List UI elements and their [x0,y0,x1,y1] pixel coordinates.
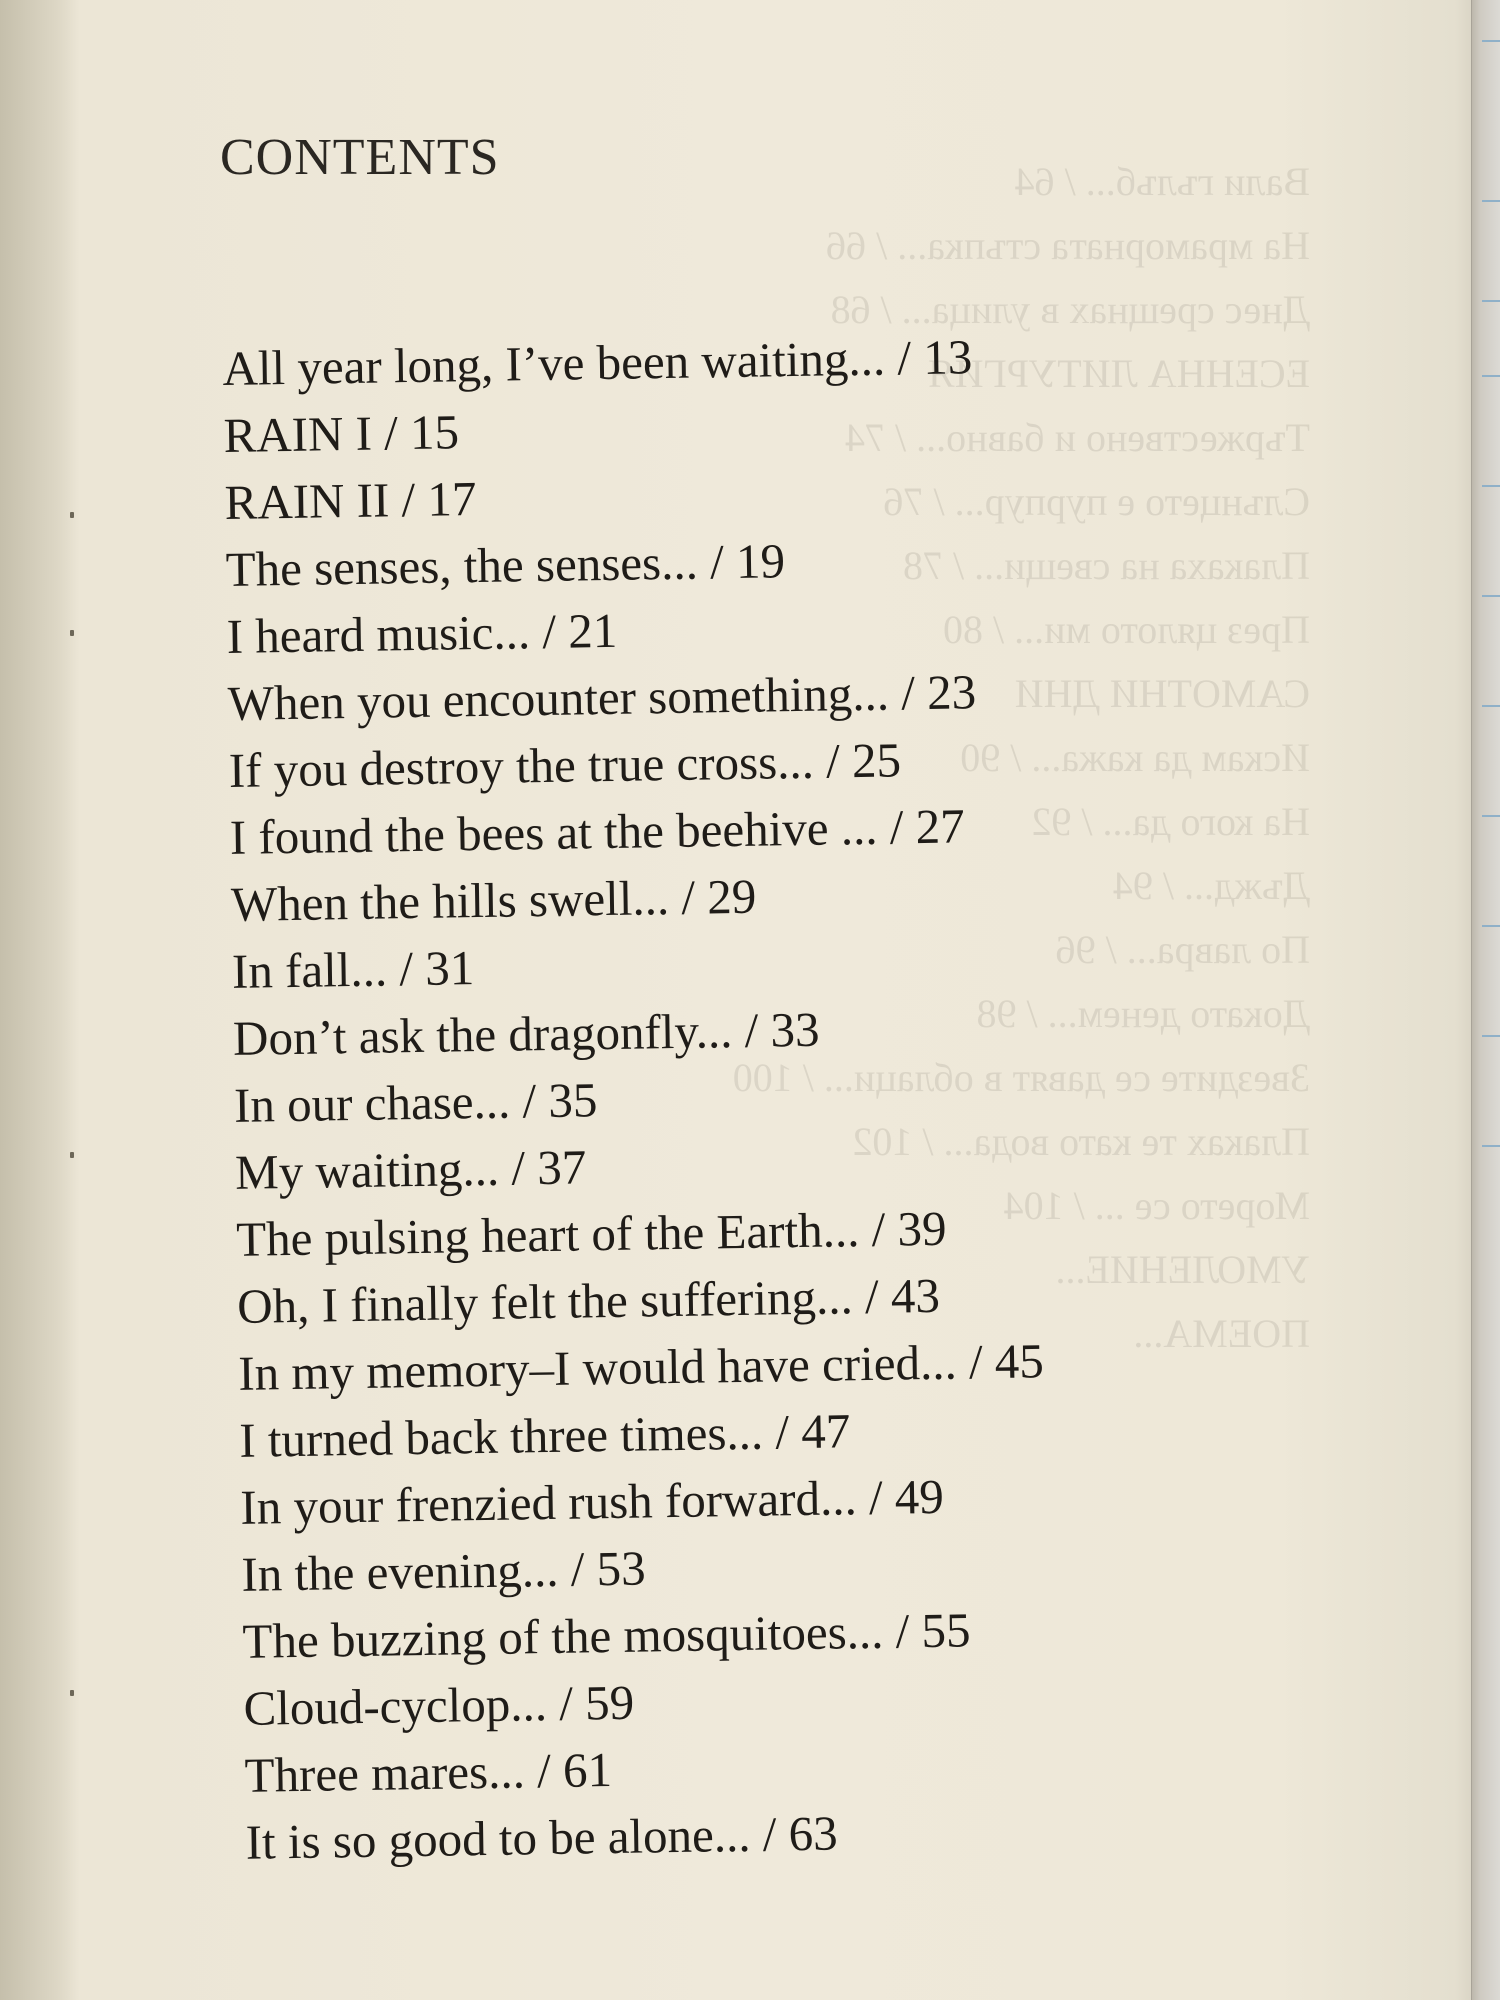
toc-entry: When you encounter something... / 23 [227,664,977,731]
ruled-line [1482,705,1500,707]
toc-entry: RAIN I / 15 [223,404,460,463]
toc-entry: Cloud-cyclop... / 59 [243,1674,635,1736]
paper-speck [70,512,74,518]
toc-entry: I found the bees at the beehive ... / 27 [229,798,965,865]
toc-entry: In my memory–I would have cried... / 45 [237,1333,1045,1401]
toc-entry: RAIN II / 17 [224,471,477,530]
toc-entry: The buzzing of the mosquitoes... / 55 [242,1602,971,1669]
toc-entry: I heard music... / 21 [226,602,618,664]
toc-entry: Don’t ask the dragonfly... / 33 [232,1001,820,1066]
toc-entry: When the hills swell... / 29 [230,868,757,932]
ruled-line [1482,40,1500,42]
toc-entry: If you destroy the true cross... / 25 [228,732,902,798]
book-gutter [0,0,80,2000]
toc-entry: In fall... / 31 [231,940,475,999]
ruled-line [1482,815,1500,817]
toc-entry: In the evening... / 53 [241,1540,647,1602]
ruled-line [1482,1035,1500,1037]
ruled-line [1482,1145,1500,1147]
toc-entry: The pulsing heart of the Earth... / 39 [235,1200,947,1267]
toc-entry: The senses, the senses... / 19 [225,533,786,597]
paper-speck [70,1152,74,1158]
paper-speck [70,630,74,636]
contents-heading: CONTENTS [220,129,500,186]
toc-entry: In your frenzied rush forward... / 49 [239,1468,945,1535]
ruled-line [1482,300,1500,302]
contents-list [222,322,1052,1875]
paper-speck [70,1690,74,1696]
adjacent-page-edge [1471,0,1500,2000]
ruled-line [1482,595,1500,597]
toc-entry: In our chase... / 35 [233,1072,598,1133]
ruled-line [1482,485,1500,487]
toc-entry: My waiting... / 37 [234,1139,587,1200]
ruled-line [1482,925,1500,927]
toc-entry: I turned back three times... / 47 [238,1403,851,1468]
ruled-line [1482,375,1500,377]
toc-entry: Oh, I finally felt the suffering... / 43 [236,1267,941,1334]
toc-entry: Three mares... / 61 [244,1742,613,1803]
toc-entry: It is so good to be alone... / 63 [245,1805,839,1870]
show-through-text: Вали гълъб... / 64 На мраморната стъпка... / 66 Днес срещнах в улица... / 68 ЕСЕННА ЛИТУРГИЯ Тържествено и бавно... / 74 Слънцето е пурпур... / 76 Плакаха на свещи... / 78 През цялото ми... / 80 САМОТНИ ДНИ Искам да кажа... / 90 На кого да... / 92 Дъжд... / 94 По лавра... / 96 Докато денем... / 98 Звездите се давят в облаци... / 100 Плаках те като вода... / 102 Морето се ... / 104 УМОЛЕНИЕ... ПОЕМА... [732,159,1310,1356]
toc-entry: All year long, I’ve been waiting... / 13 [222,329,973,396]
ruled-line [1482,200,1500,202]
